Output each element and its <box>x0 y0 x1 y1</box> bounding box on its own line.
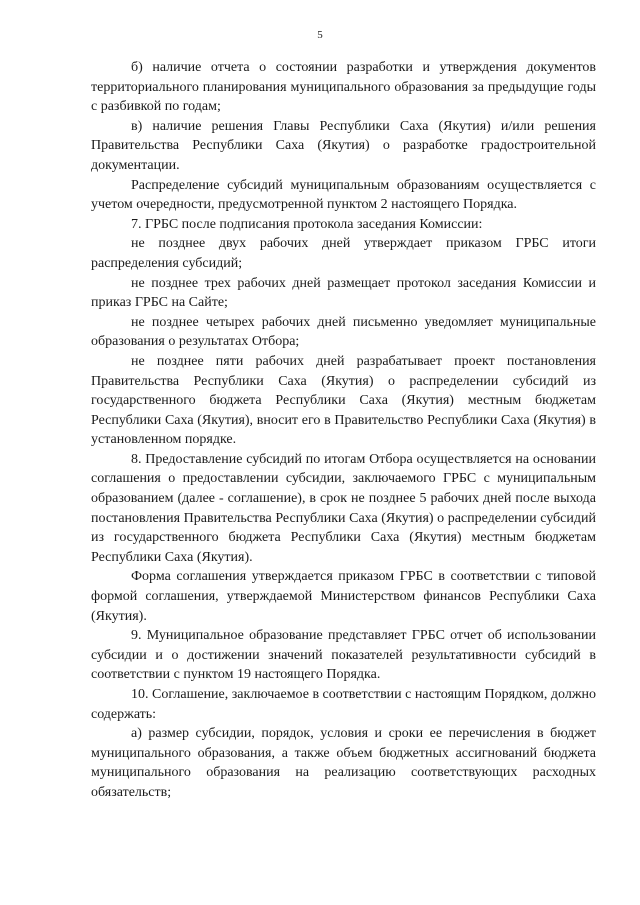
paragraph-7-five-days: не позднее пяти рабочих дней разрабатывает проект постановления Правительства Республики Саха (Якутия) о распределении субсидий из государственного бюджета Республики Саха (Якутия) местным бюджетам Республики Саха (Якутия), вносит его в Правительство Республики Саха (Якутия) в установленном порядке. <box>91 353 596 448</box>
page-number: 5 <box>317 29 323 41</box>
paragraph-9-report: 9. Муниципальное образование представляет ГРБС отчет об использовании субсидии и о достижении значений показателей результативности субсидий в соответствии с пунктом 19 настоящего Порядка. <box>91 628 596 683</box>
paragraph-10-a-amount: а) размер субсидии, порядок, условия и сроки ее перечисления в бюджет муниципального образования, а также объем бюджетных ассигнований бюджета муниципального образования на реализацию соответствующих расходных обязательств; <box>91 726 596 800</box>
paragraph-10-heading: 10. Соглашение, заключаемое в соответствии с настоящим Порядком, должно содержать: <box>91 687 596 722</box>
paragraph-7-three-days: не позднее трех рабочих дней размещает протокол заседания Комиссии и приказ ГРБС на Сайте; <box>91 275 596 311</box>
paragraph-v-decision: в) наличие решения Главы Республики Саха (Якутия) и/или решения Правительства Республики Саха (Якутия) о разработке градостроительной документации. <box>91 118 596 173</box>
paragraph-7-four-days: не позднее четырех рабочих дней письменно уведомляет муниципальные образования о результатах Отбора; <box>91 314 596 350</box>
paragraph-8-provision: 8. Предоставление субсидий по итогам Отбора осуществляется на основании соглашения о предоставлении субсидии, заключаемого ГРБС с муниципальным образованием (далее - соглашение), в срок не позднее 5 рабочих дней после выхода постановления Правительства Республики Саха (Якутия) о распределении субсидий из государственного бюджета Республики Саха (Якутия) местным бюджетам Республики Саха (Якутия). <box>91 451 596 565</box>
paragraph-distribution: Распределение субсидий муниципальным образованиям осуществляется с учетом очередности, предусмотренной пунктом 2 настоящего Порядка. <box>91 177 596 213</box>
paragraph-agreement-form: Форма соглашения утверждается приказом ГРБС в соответствии с типовой формой соглашения, утверждаемой Министерством финансов Республики Саха (Якутия). <box>91 569 596 624</box>
paragraph-7-heading: 7. ГРБС после подписания протокола заседания Комиссии: <box>131 216 483 232</box>
paragraph-7-two-days: не позднее двух рабочих дней утверждает приказом ГРБС итоги распределения субсидий; <box>91 236 596 271</box>
document-body <box>91 58 596 803</box>
paragraph-b-report: б) наличие отчета о состоянии разработки и утверждения документов территориального планирования муниципального образования за предыдущие годы с разбивкой по годам; <box>91 60 596 115</box>
